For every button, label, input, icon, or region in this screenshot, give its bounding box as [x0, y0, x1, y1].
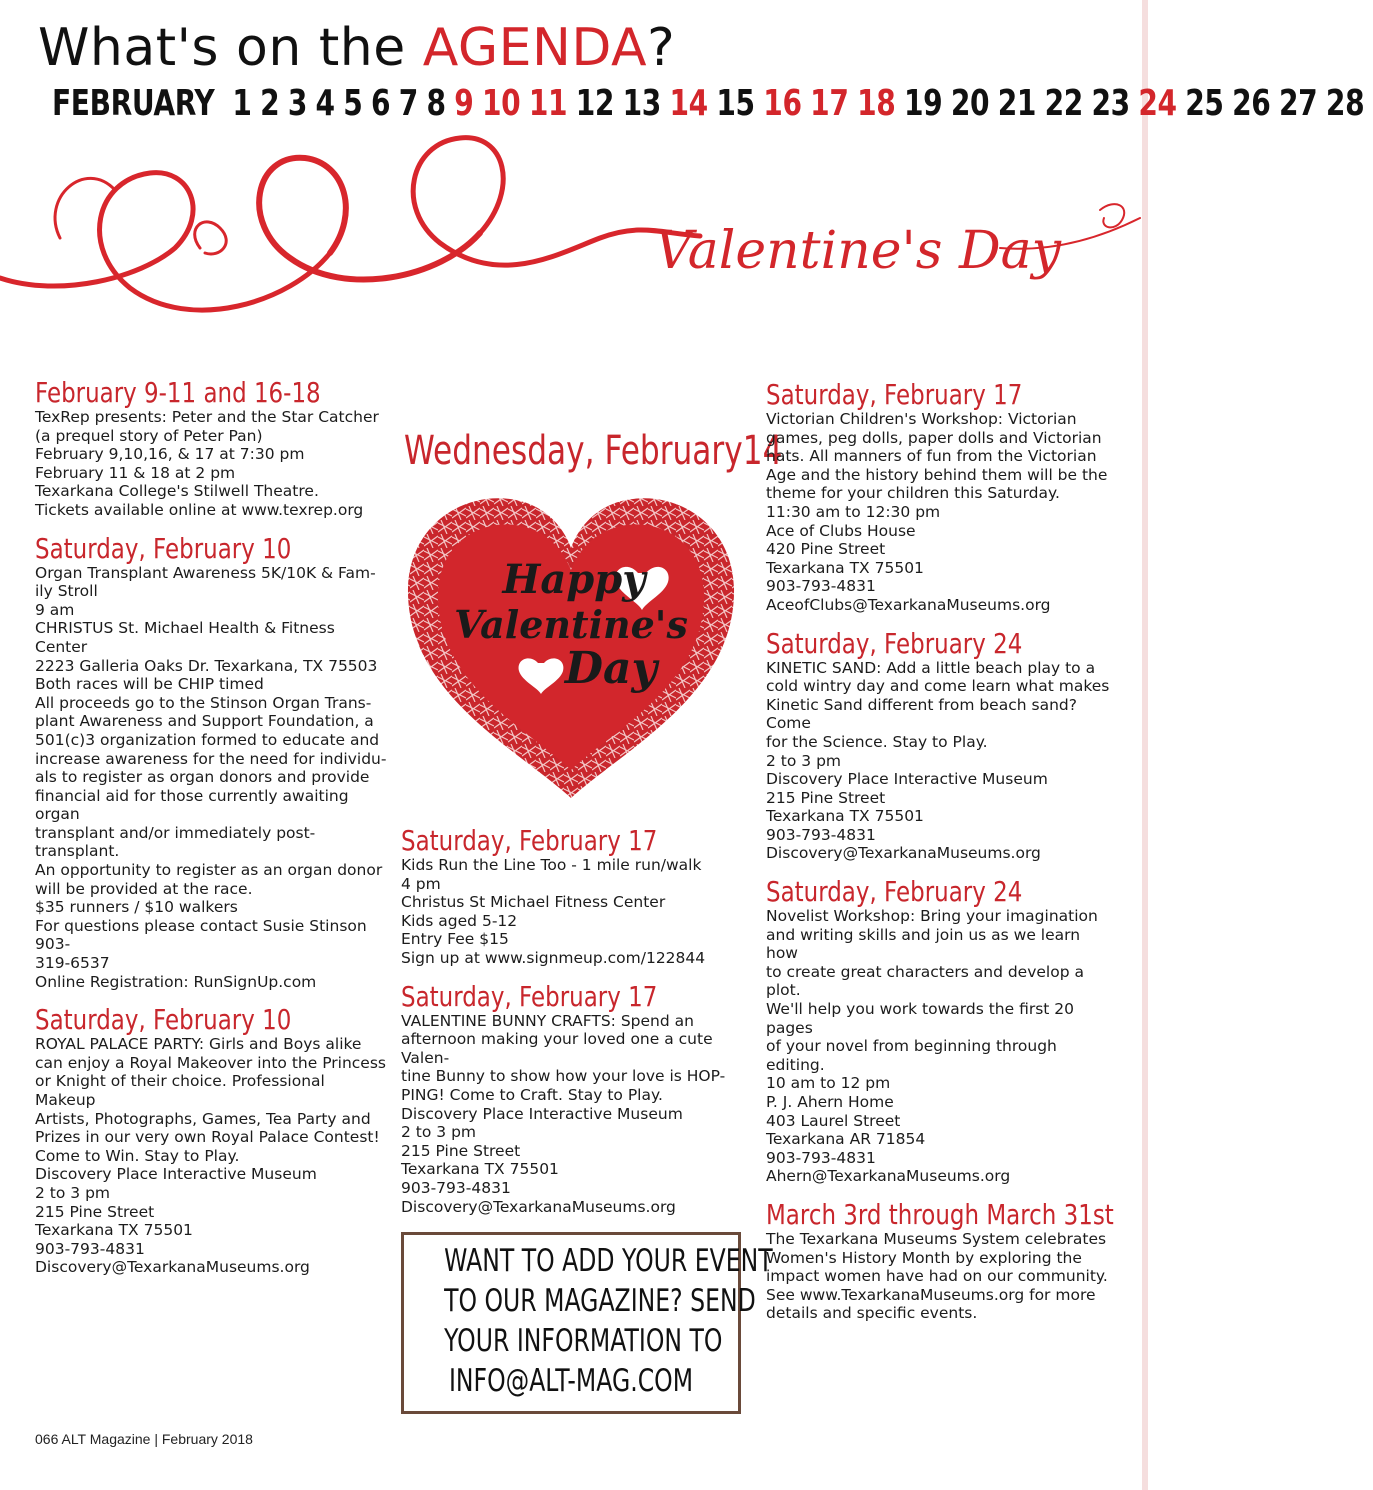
event-detail-line: 215 Pine Street — [766, 788, 886, 807]
event-detail-line: Both races will be CHIP timed — [35, 675, 264, 694]
date-number: 27 — [1279, 83, 1318, 124]
date-number: 18 — [857, 83, 896, 124]
event-detail-line: 903-793-4831 — [766, 1148, 876, 1167]
event-detail-line: 420 Pine Street — [766, 540, 886, 559]
event-detail-line: KINETIC SAND: Add a little beach play to a — [766, 658, 1096, 677]
event-detail-line: Ace of Clubs House — [766, 521, 916, 540]
date-number: 19 — [903, 83, 943, 124]
page-title — [38, 18, 675, 78]
event-detail-line: PING! Come to Craft. Stay to Play. — [401, 1085, 663, 1104]
event-detail-line: games, peg dolls, paper dolls and Victorian — [766, 428, 1102, 447]
event-detail-line: afternoon making your loved one a cute Valen- — [401, 1030, 713, 1067]
event-detail-line: Kids aged 5-12 — [401, 911, 518, 930]
date-number: 22 — [1044, 83, 1083, 124]
event-detail-line: Online Registration: RunSignUp.com — [35, 972, 317, 991]
event-detail-line: We'll help you work towards the first 20 pages — [766, 1000, 1075, 1037]
date-number: 7 — [398, 83, 418, 124]
event-detail-line: ily Stroll — [35, 582, 98, 601]
event-detail-line: 403 Laurel Street — [766, 1111, 901, 1130]
event-entry — [35, 531, 387, 992]
event-detail-line: Texarkana AR 71854 — [766, 1130, 926, 1149]
event-entry — [766, 1197, 1116, 1323]
event-detail-line: Texarkana TX 75501 — [401, 1160, 559, 1179]
event-detail-line: Women's History Month by exploring the — [766, 1248, 1082, 1267]
title-highlight: AGENDA — [422, 18, 648, 78]
event-heading: Saturday, February 24 — [766, 626, 1023, 660]
event-detail-line: 903-793-4831 — [766, 577, 876, 596]
feature-date: Wednesday, February14 — [404, 428, 783, 474]
date-number: 15 — [716, 83, 755, 124]
title-prefix: What's on the — [38, 18, 423, 78]
event-detail-line: impact women have had on our community. — [766, 1267, 1108, 1286]
event-detail-line: and writing skills and join us as we learn how — [766, 925, 1081, 963]
event-detail-line: VALENTINE BUNNY CRAFTS: Spend an — [401, 1011, 694, 1030]
event-detail-line: Discovery Place Interactive Museum — [35, 1165, 317, 1184]
event-detail-line: $35 runners / $10 walkers — [35, 898, 238, 917]
event-detail-line: February 9,10,16, & 17 at 7:30 pm — [35, 445, 305, 464]
event-detail-line: will be provided at the race. — [35, 879, 253, 898]
event-detail-line: Texarkana TX 75501 — [35, 1221, 193, 1240]
event-entry — [35, 378, 387, 520]
callout-line: TO OUR MAGAZINE? SEND — [444, 1283, 756, 1319]
middle-column — [401, 826, 746, 1230]
date-number: 11 — [528, 83, 568, 124]
event-detail-line: Texarkana College's Stilwell Theatre. — [35, 482, 319, 501]
event-entry — [401, 979, 746, 1217]
date-strip — [52, 82, 1373, 126]
event-detail-line: ROYAL PALACE PARTY: Girls and Boys alike — [35, 1035, 362, 1054]
event-detail-line: Organ Transplant Awareness 5K/10K & Fam- — [35, 563, 376, 582]
event-detail-line: Novelist Workshop: Bring your imagination — [766, 907, 1098, 926]
date-number: 9 — [454, 83, 474, 124]
heart-text-day: Day — [564, 643, 658, 694]
valentine-heart-illustration — [396, 478, 746, 808]
event-detail-line: 9 am — [35, 600, 75, 619]
event-detail-line: tine Bunny to show how your love is HOP- — [401, 1067, 726, 1086]
event-detail-line: See www.TexarkanaMuseums.org for more — [766, 1285, 1096, 1304]
date-number: 12 — [575, 83, 615, 124]
event-detail-line: Discovery@TexarkanaMuseums.org — [35, 1258, 310, 1277]
event-detail-line: For questions please contact Susie Stinson 903- — [35, 916, 367, 954]
event-detail-line: Discovery@TexarkanaMuseums.org — [766, 844, 1041, 863]
event-detail-line: transplant and/or immediately post-transplant. — [35, 823, 316, 861]
callout-line: INFO@ALT-MAG.COM — [448, 1363, 694, 1399]
event-detail-line: Kinetic Sand different from beach sand? Come — [766, 695, 1077, 733]
event-detail-line: 903-793-4831 — [766, 825, 876, 844]
event-detail-line: The Texarkana Museums System celebrates — [766, 1229, 1107, 1248]
event-entry — [766, 877, 1116, 1186]
event-detail-line: Ahern@TexarkanaMuseums.org — [766, 1167, 1011, 1186]
event-detail-line: 319-6537 — [35, 954, 110, 973]
date-number: 20 — [950, 83, 990, 124]
event-detail-line: 2 to 3 pm — [766, 751, 842, 770]
event-heading: Saturday, February 17 — [401, 824, 658, 857]
date-number: 4 — [315, 83, 335, 124]
event-detail-line: can enjoy a Royal Makeover into the Princess — [35, 1053, 386, 1072]
date-number: 1 — [232, 83, 252, 124]
event-detail-line: hats. All manners of fun from the Victorian — [766, 447, 1097, 466]
event-detail-line: for the Science. Stay to Play. — [766, 732, 988, 751]
event-detail-line: Age and the history behind them will be the — [766, 465, 1108, 484]
event-detail-line: Kids Run the Line Too - 1 mile run/walk — [401, 856, 702, 874]
event-heading: February 9-11 and 16-18 — [35, 376, 321, 409]
event-heading: Saturday, February 10 — [35, 531, 292, 565]
left-column — [35, 378, 387, 1291]
event-detail-line: All proceeds go to the Stinson Organ Trans- — [35, 693, 372, 712]
event-detail-line: 501(c)3 organization formed to educate and — [35, 730, 380, 749]
event-detail-line: Prizes in our very own Royal Palace Contest! — [35, 1128, 380, 1147]
page-footer: 066 ALT Magazine | February 2018 — [35, 1431, 253, 1447]
event-detail-line: Victorian Children's Workshop: Victorian — [766, 410, 1077, 428]
callout-line: WANT TO ADD YOUR EVENT — [444, 1243, 773, 1279]
event-entry — [35, 1005, 387, 1277]
date-number: 24 — [1138, 83, 1177, 124]
event-detail-line: 2 to 3 pm — [401, 1123, 477, 1142]
event-detail-line: financial aid for those currently awaiting organ — [35, 786, 349, 824]
event-detail-line: Texarkana TX 75501 — [766, 807, 924, 826]
valentines-ribbon-banner — [0, 128, 1148, 348]
heart-text-valentines: Valentine's — [454, 602, 688, 647]
event-detail-line: 215 Pine Street — [401, 1141, 521, 1160]
date-number: 23 — [1091, 83, 1130, 124]
event-detail-line: to create great characters and develop a plot. — [766, 962, 1084, 1000]
month-label: FEBRUARY — [52, 83, 215, 124]
event-detail-line: 903-793-4831 — [401, 1178, 511, 1197]
event-detail-line: 2223 Galleria Oaks Dr. Texarkana, TX 75503 — [35, 656, 378, 675]
title-suffix: ? — [647, 18, 676, 78]
date-number: 10 — [481, 83, 521, 124]
event-detail-line: cold wintry day and come learn what makes — [766, 677, 1110, 696]
event-heading: Saturday, February 17 — [766, 378, 1023, 411]
date-number: 28 — [1325, 83, 1365, 124]
event-entry — [401, 826, 746, 968]
event-detail-line: CHRISTUS St. Michael Health & Fitness Center — [35, 619, 335, 656]
callout-line: YOUR INFORMATION TO — [444, 1323, 723, 1359]
event-entry — [766, 380, 1116, 615]
date-number: 2 — [260, 83, 280, 124]
date-number: 21 — [997, 83, 1037, 124]
event-detail-line: Entry Fee $15 — [401, 930, 509, 949]
event-detail-line: Come to Win. Stay to Play. — [35, 1146, 240, 1165]
event-detail-line: February 11 & 18 at 2 pm — [35, 463, 236, 482]
event-detail-line: P. J. Ahern Home — [766, 1093, 894, 1111]
right-column — [766, 380, 1116, 1337]
event-detail-line: or Knight of their choice. Professional Makeup — [35, 1072, 325, 1109]
event-detail-line: Sign up at www.signmeup.com/122844 — [401, 948, 706, 967]
date-number: 25 — [1185, 83, 1224, 124]
event-heading: Saturday, February 17 — [401, 979, 658, 1013]
event-detail-line: 215 Pine Street — [35, 1202, 155, 1221]
event-detail-line: TexRep presents: Peter and the Star Catcher — [35, 408, 379, 426]
event-detail-line: 4 pm — [401, 874, 441, 893]
submit-event-callout — [401, 1232, 773, 1414]
event-detail-line: als to register as organ donors and provide — [35, 768, 370, 787]
date-number: 5 — [343, 83, 363, 124]
date-number: 17 — [810, 83, 849, 124]
date-number: 13 — [622, 83, 661, 124]
date-number: 14 — [669, 83, 708, 124]
event-detail-line: Discovery@TexarkanaMuseums.org — [401, 1197, 676, 1216]
event-detail-line: theme for your children this Saturday. — [766, 484, 1060, 503]
date-number: 16 — [763, 83, 802, 124]
date-number: 6 — [371, 83, 391, 124]
event-heading: March 3rd through March 31st — [766, 1197, 1114, 1231]
event-detail-line: increase awareness for the need for individu- — [35, 749, 387, 768]
event-heading: Saturday, February 10 — [35, 1003, 292, 1037]
event-detail-line: Artists, Photographs, Games, Tea Party and — [35, 1109, 371, 1128]
event-detail-line: details and specific events. — [766, 1304, 978, 1323]
date-number: 3 — [287, 83, 307, 124]
event-detail-line: Christus St Michael Fitness Center — [401, 893, 666, 912]
event-detail-line: 11:30 am to 12:30 pm — [766, 502, 941, 521]
event-detail-line: Discovery Place Interactive Museum — [766, 770, 1048, 789]
event-detail-line: AceofClubs@TexarkanaMuseums.org — [766, 595, 1051, 614]
event-detail-line: (a prequel story of Peter Pan) — [35, 426, 263, 445]
event-heading: Saturday, February 24 — [766, 875, 1023, 909]
event-detail-line: Discovery Place Interactive Museum — [401, 1104, 683, 1123]
event-detail-line: 2 to 3 pm — [35, 1183, 111, 1202]
heart-text-happy: Happy — [502, 556, 646, 603]
event-detail-line: of your novel from beginning through editing. — [766, 1037, 1057, 1074]
event-detail-line: Tickets available online at www.texrep.org — [35, 500, 364, 519]
date-number: 26 — [1232, 83, 1271, 124]
valentines-day-script: Valentine's Day — [655, 221, 1062, 281]
event-detail-line: 10 am to 12 pm — [766, 1074, 891, 1093]
event-detail-line: 903-793-4831 — [35, 1239, 145, 1258]
event-entry — [766, 626, 1116, 864]
event-detail-line: plant Awareness and Support Foundation, a — [35, 712, 374, 731]
event-detail-line: Texarkana TX 75501 — [766, 558, 924, 577]
event-detail-line: An opportunity to register as an organ donor — [35, 861, 383, 880]
date-number: 8 — [426, 83, 446, 124]
